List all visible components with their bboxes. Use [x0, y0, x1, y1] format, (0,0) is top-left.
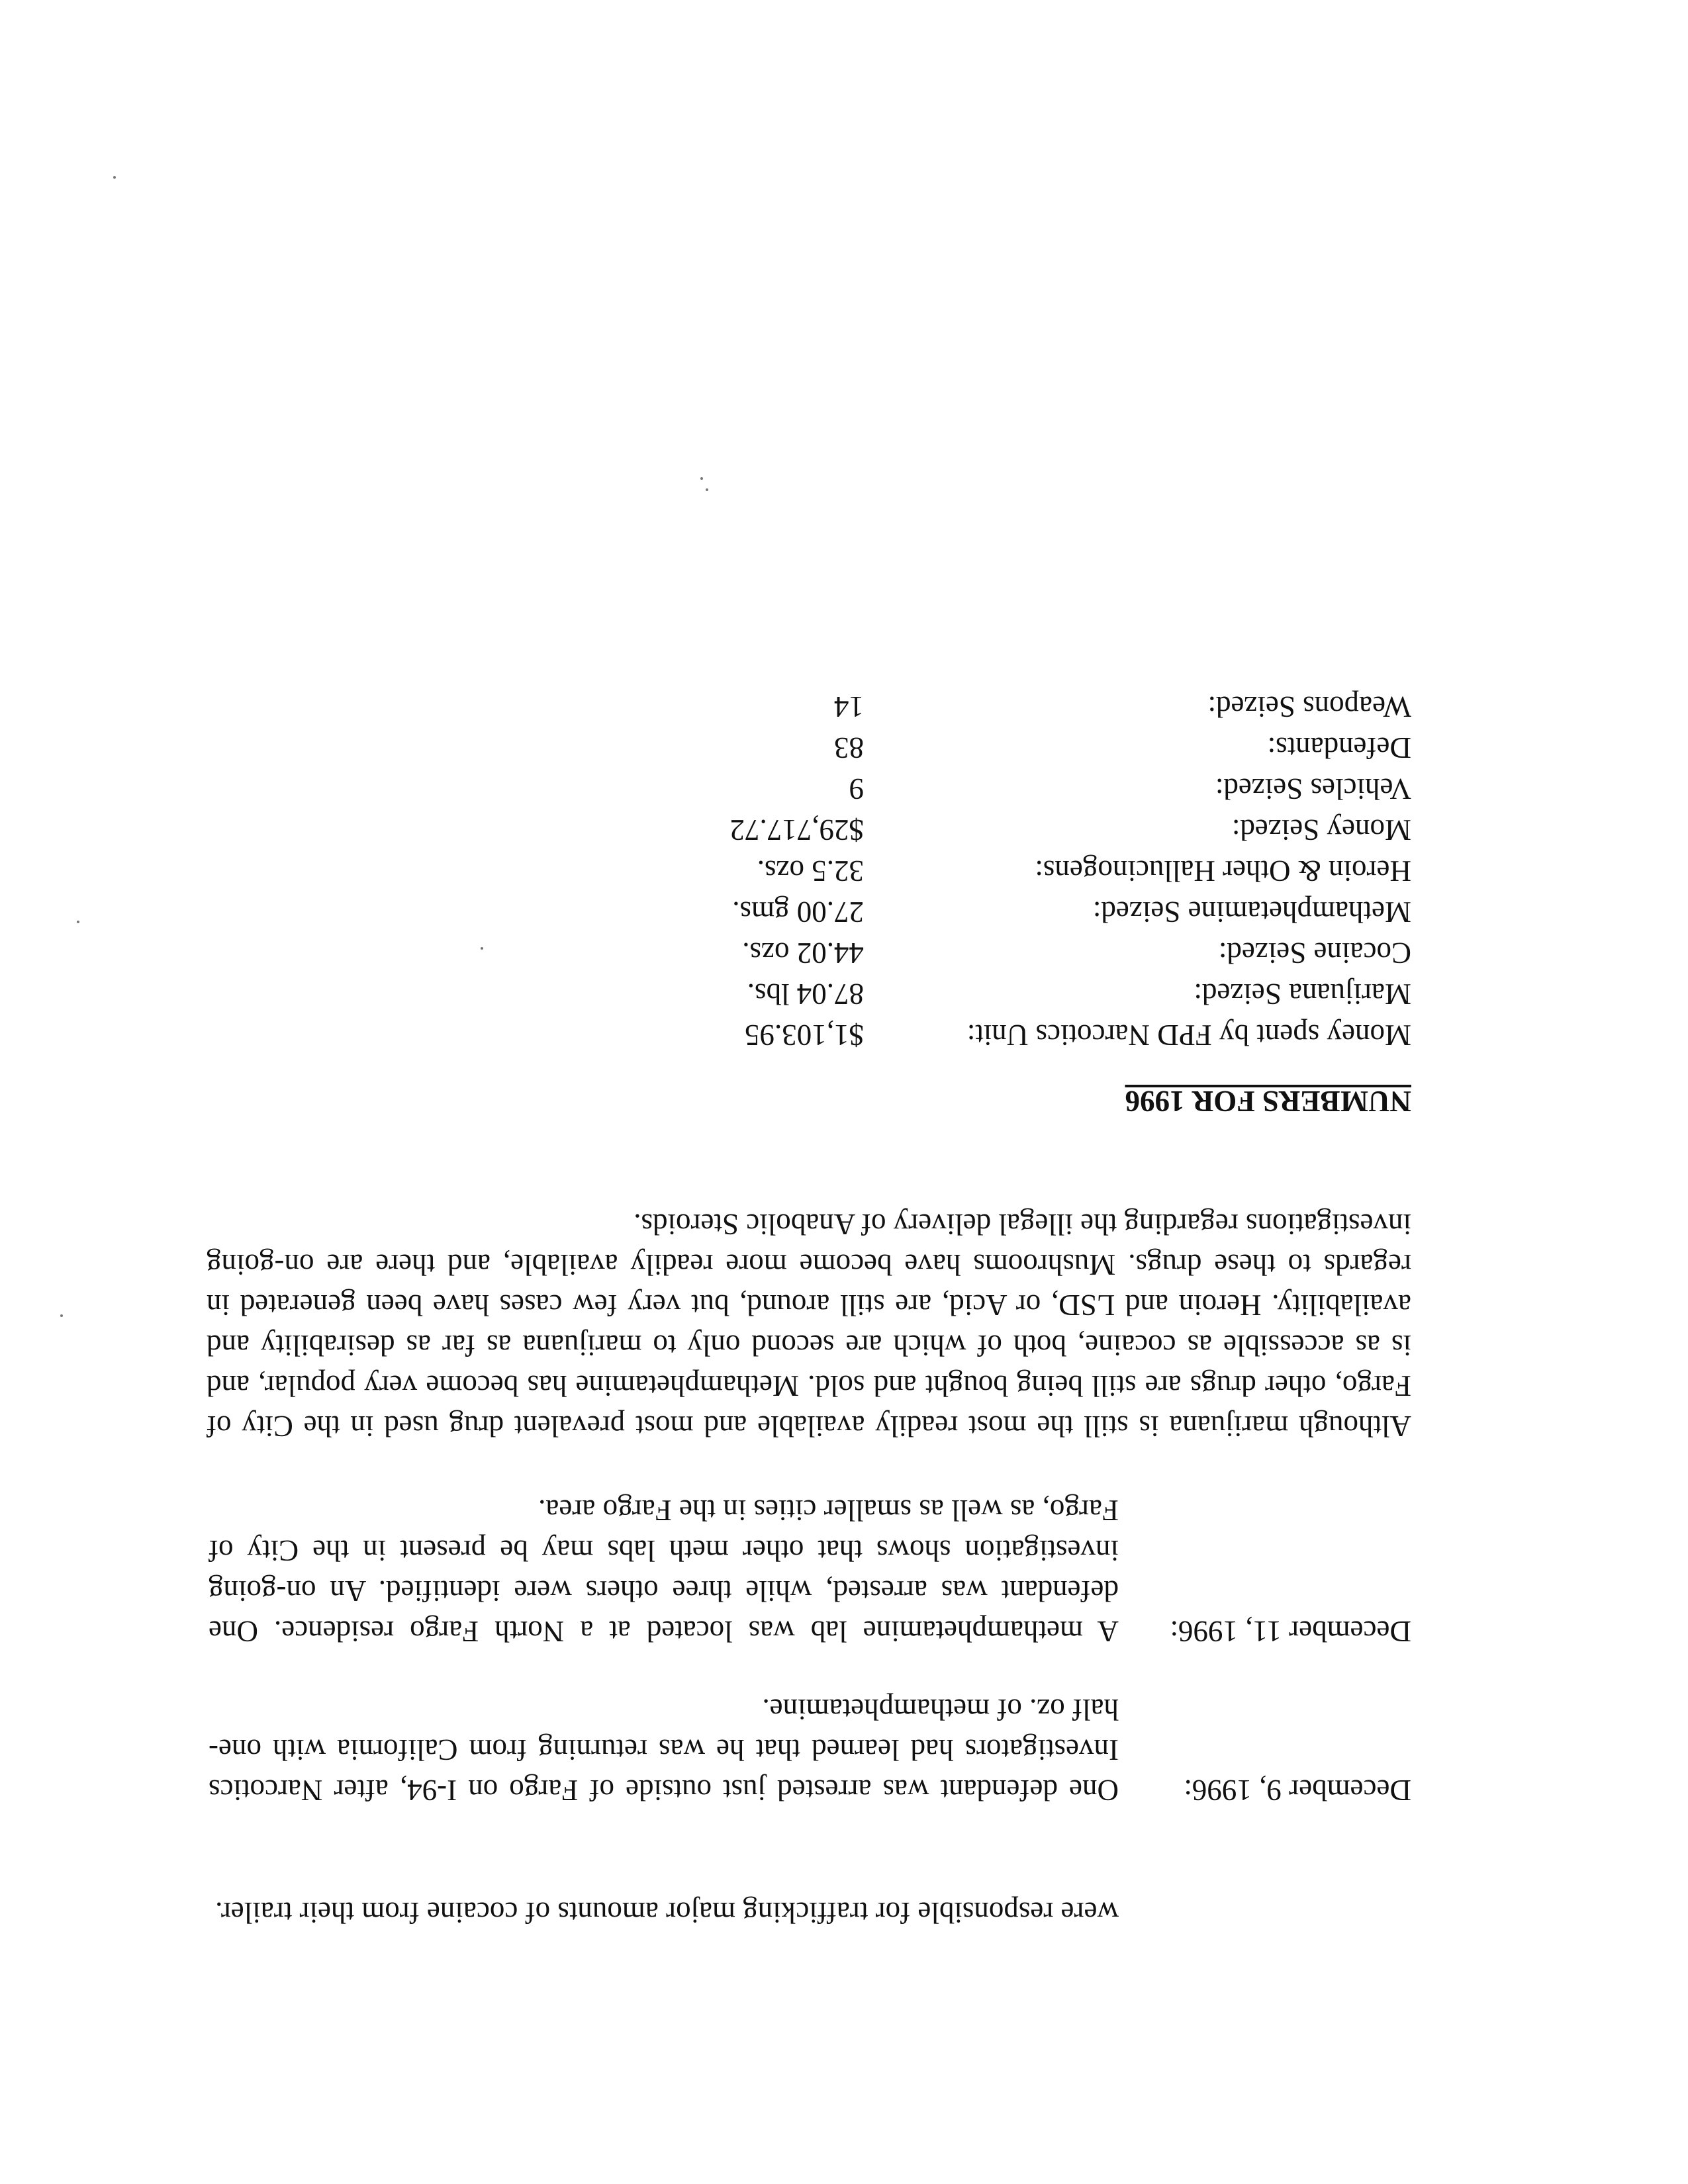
- stat-value-cocaine: 44.02 ozs.: [742, 936, 864, 970]
- stat-value-defendants: 83: [834, 731, 864, 764]
- stat-label-weapons: Weapons Seized:: [1207, 690, 1411, 723]
- drug-summary-paragraph: Although marijuana is still the most readily available and most prevalent drug used in the City of Fargo, other drugs are still being bought and sold. Methamphetamine has become very popular, and is as accessible as cocaine, both of which are second only to marijuana as far as desirability and availability. Heroin and LSD, or Acid, are still around, but very few cases have been generated in regards to these drugs. Mushrooms have become more readily available, and there are on-going investigations regarding the illegal delivery of Anabolic Steroids.: [207, 1208, 1411, 1443]
- scan-speck: [77, 921, 79, 923]
- stat-label-marijuana: Marijuana Seized:: [1194, 978, 1411, 1011]
- stat-label-money-spent: Money spent by FPD Narcotics Unit:: [966, 1019, 1411, 1052]
- stat-label-heroin-hallucinogens: Heroin & Other Hallucinogens:: [1035, 854, 1411, 887]
- scan-speck: [113, 176, 116, 179]
- entry-date-dec-9: December 9, 1996:: [1184, 1774, 1411, 1807]
- scan-speck: [700, 477, 703, 480]
- entry-text-dec-11: A methamphetamine lab was located at a North Fargo residence. One defendant was arrested, while three others were identified. An on-going investigation shows that other meth labs may be present in the City of Fargo, as well as smaller cities in the Fargo area.: [209, 1494, 1119, 1648]
- scan-speck: [60, 1314, 63, 1317]
- scan-speck: [706, 488, 708, 491]
- stat-value-weapons: 14: [834, 690, 864, 723]
- stat-label-cocaine: Cocaine Seized:: [1218, 936, 1411, 970]
- stat-value-money-spent: $1,103.95: [745, 1019, 864, 1052]
- stat-label-defendants: Defendants:: [1267, 731, 1411, 764]
- stat-value-heroin-hallucinogens: 32.5 ozs.: [757, 854, 864, 887]
- continuation-paragraph: were responsible for trafficking major amounts of cocaine from their trailer.: [215, 1896, 1119, 1929]
- stat-value-money-seized: $29,717.72: [729, 813, 864, 846]
- numbers-heading: NUMBERS FOR 1996: [1125, 1085, 1411, 1118]
- stat-value-vehicles: 9: [849, 772, 864, 805]
- stat-value-methamphetamine: 27.00 gms.: [732, 895, 864, 929]
- scan-speck: [481, 947, 483, 950]
- stat-label-vehicles: Vehicles Seized:: [1215, 772, 1411, 805]
- stat-label-money-seized: Money Seized:: [1231, 813, 1411, 846]
- entry-text-dec-9: One defendant was arrested just outside of Fargo on I-94, after Narcotics Investigators had learned that he was returning from California with one-half oz. of methamphetamine.: [209, 1693, 1119, 1807]
- stat-label-methamphetamine: Methamphetamine Seized:: [1092, 895, 1411, 929]
- entry-date-dec-11: December 11, 1996:: [1170, 1615, 1411, 1648]
- stat-value-marijuana: 87.04 lbs.: [747, 978, 864, 1011]
